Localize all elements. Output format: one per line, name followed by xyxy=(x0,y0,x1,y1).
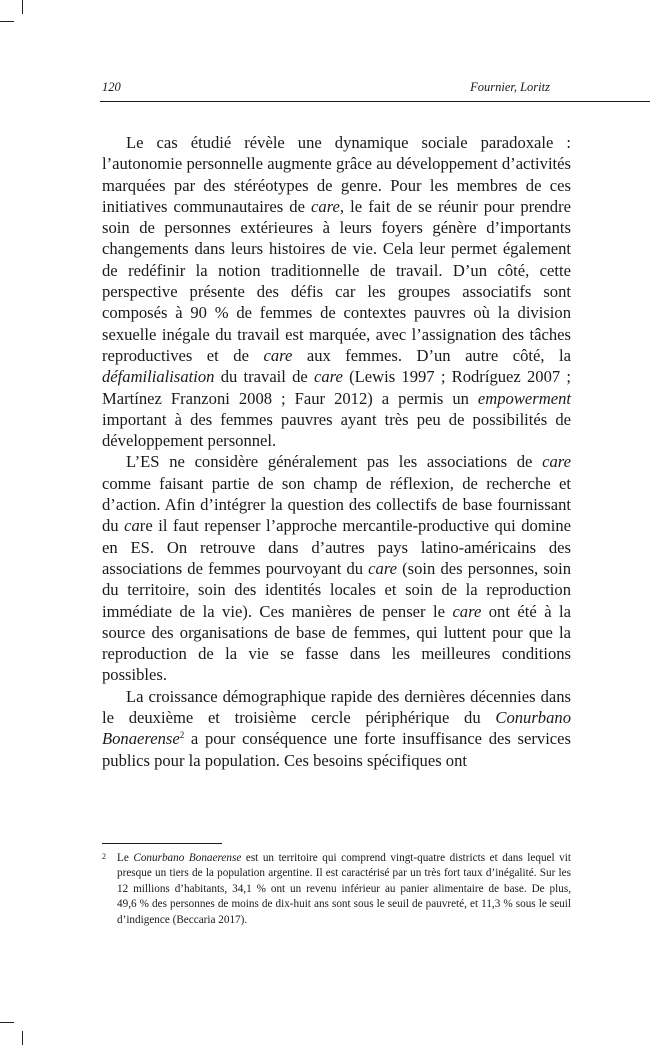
text-run: du travail de xyxy=(214,367,315,387)
text-run: ont été à la source des organisations de base de femmes, qui luttent pour que la reproduction de la vie se fasse dans les meilleures conditions possibles. xyxy=(102,601,572,685)
text-run: comme faisant partie de son champ de réflexion, de recherche et d’action. Afin d’intégrer la question des collectifs de base fournissant du xyxy=(102,473,571,536)
crop-mark-top-horizontal xyxy=(0,21,14,22)
text-run: Le cas étudié révèle une dynamique sociale paradoxale : l’autonomie personnelle augmente grâce au développement d’activités marquées par des stéréotypes de genre. Pour les membres de ces initiatives communautaires de xyxy=(102,133,571,216)
italic-term: care xyxy=(311,196,340,216)
text-run: (soin des personnes, soin du territoire, soin des identités locales et soin de la reproduction immédiate de la vie). Ces manières de penser le xyxy=(102,558,571,621)
text-run: (Lewis 1997 ; Rodríguez 2007 ; Martínez Franzoni 2008 ; Faur 2012) a permis un xyxy=(102,367,572,408)
text-run: , le fait de se réunir pour prendre soin de personnes extérieures à leurs foyers génère d’importants changements dans leurs histoires de vie. Cela leur permet également de redéfinir la notion traditionnelle de travail. D’un côté, cette perspective présente des défis car les groupes associatifs sont composés à 90 % de femmes de contextes pauvres où la division sexuelle inégale du travail est marquée, avec l’assignation des tâches reproductives et de xyxy=(102,196,571,365)
running-head xyxy=(102,80,550,96)
text-run: est un territoire qui comprend vingt-quatre districts et dans lequel vit presque un tiers de la population argentine. Il est caractérisé par un très fort taux d’inégalité. Sur les 12 millions d’habitants, 34,1 % ont un revenu inférieur au panier alimentaire de base. De plus, 49,6 % des personnes de moins de dix-huit ans sont sous le seuil de pauvreté, et 11,3 % sous le seuil d’indigence (Beccaria 2017). xyxy=(117,852,571,926)
italic-term: care xyxy=(263,345,293,365)
footnote-number: 2 xyxy=(102,852,106,861)
italic-term: Conurbano Bonaerense xyxy=(133,852,242,864)
paragraph xyxy=(102,451,571,685)
text-run: L’ES ne considère généralement pas les associations de xyxy=(126,452,543,472)
crop-mark-bottom-vertical xyxy=(22,1031,23,1045)
italic-term: care xyxy=(542,452,571,472)
body-text xyxy=(102,132,571,771)
page-number: 120 xyxy=(102,80,121,94)
italic-term: care xyxy=(368,558,398,578)
header-rule xyxy=(100,101,650,102)
footnote xyxy=(102,851,571,928)
text-run: important à des femmes pauvres ayant très peu de possibilités de développement personnel. xyxy=(102,409,571,451)
text-run: aux femmes. D’un autre côté, la xyxy=(292,345,571,365)
running-head-authors: Fournier, Loritz xyxy=(470,80,550,94)
italic-term: Conurbano Bonaerense xyxy=(102,708,571,749)
italic-term: défamilialisation xyxy=(102,367,215,387)
footnote-ref: 2 xyxy=(179,730,185,741)
footnote-rule xyxy=(102,843,222,844)
crop-mark-bottom-horizontal xyxy=(0,1022,14,1023)
text-run: La croissance démographique rapide des dernières décennies dans le deuxième et troisième cercle périphérique du xyxy=(102,686,571,728)
paragraph xyxy=(102,132,571,451)
italic-term: care xyxy=(314,367,343,387)
text-run: re il faut repenser l’approche mercantile-productive qui domine en ES. On retrouve dans d’autres pays latino-américains des associations de femmes pourvoyant du xyxy=(102,516,571,578)
footnote-text xyxy=(117,851,571,928)
italic-term: ca xyxy=(124,516,140,536)
paragraph xyxy=(102,686,571,771)
italic-term: empowerment xyxy=(477,388,571,408)
italic-term: care xyxy=(452,601,482,621)
crop-mark-top-vertical xyxy=(22,0,23,14)
text-run: Le xyxy=(117,852,134,864)
text-run: a pour conséquence une forte insuffisance des services publics pour la population. Ces besoins spécifiques ont xyxy=(102,729,571,770)
